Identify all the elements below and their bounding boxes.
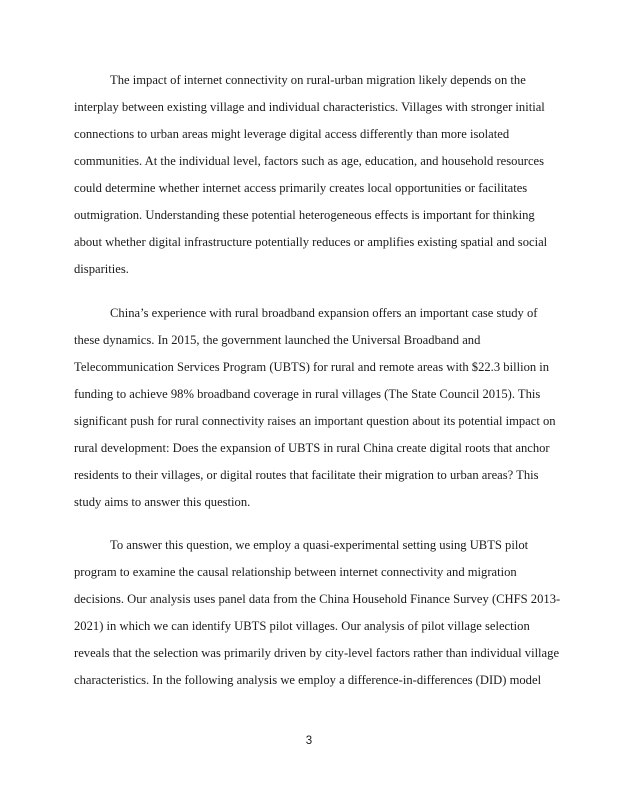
paragraph-line: disparities.	[74, 262, 129, 276]
paragraph-line: these dynamics. In 2015, the government launched the Universal Broadband and	[74, 333, 481, 347]
paragraph-line: reveals that the selection was primarily driven by city-level factors rather than individual village	[74, 646, 560, 660]
paragraph-line: funding to achieve 98% broadband coverage in rural villages (The State Council 2015). This	[74, 387, 541, 401]
paragraph-line: To answer this question, we employ a quasi-experimental setting using UBTS pilot	[110, 538, 529, 552]
paragraph-line: significant push for rural connectivity raises an important question about its potential impact on	[74, 414, 556, 428]
paragraph-line: program to examine the causal relationship between internet connectivity and migration	[74, 565, 517, 579]
paragraph-line: 2021) in which we can identify UBTS pilot villages. Our analysis of pilot village selection	[74, 619, 530, 633]
paragraph-line: connections to urban areas might leverage digital access differently than more isolated	[74, 127, 510, 141]
paragraph-line: The impact of internet connectivity on rural-urban migration likely depends on the	[110, 73, 526, 87]
paragraph-line: Telecommunication Services Program (UBTS) for rural and remote areas with $22.3 billion in	[74, 360, 550, 374]
paragraph-line: outmigration. Understanding these potential heterogeneous effects is important for thinking	[74, 208, 535, 222]
paragraph-line: about whether digital infrastructure potentially reduces or amplifies existing spatial and social	[74, 235, 548, 249]
paragraph-line: study aims to answer this question.	[74, 495, 251, 509]
paragraph-line: characteristics. In the following analysis we employ a difference-in-differences (DID) model	[74, 673, 542, 687]
paragraph-line: decisions. Our analysis uses panel data from the China Household Finance Survey (CHFS 2013-	[74, 592, 561, 606]
paragraph-line: could determine whether internet access primarily creates local opportunities or facilitates	[74, 181, 528, 195]
page-number: 3	[305, 735, 313, 747]
paragraph-line: communities. At the individual level, factors such as age, education, and household resources	[74, 154, 545, 168]
paragraph-line: China’s experience with rural broadband expansion offers an important case study of	[110, 306, 538, 320]
paragraph-line: residents to their villages, or digital routes that facilitate their migration to urban areas? This	[74, 468, 539, 482]
paragraph-line: rural development: Does the expansion of UBTS in rural China create digital roots that anchor	[74, 441, 550, 455]
paragraph-line: interplay between existing village and individual characteristics. Villages with stronger initial	[74, 100, 545, 114]
